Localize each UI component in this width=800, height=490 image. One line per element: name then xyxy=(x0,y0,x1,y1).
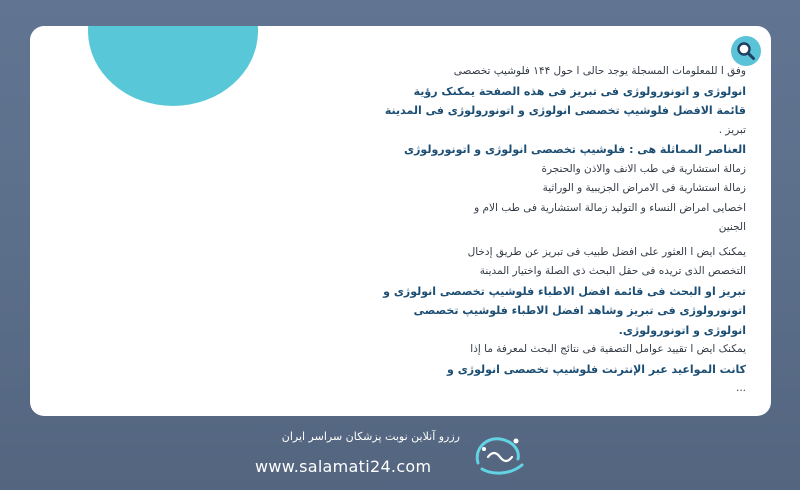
search-button[interactable] xyxy=(731,36,761,66)
text-line: اتونورولوژی فی تبریز وشاهد افضل الاطباء فلوشیپ تخصصی xyxy=(413,304,746,317)
tag-badge[interactable] xyxy=(88,26,258,106)
text-line: وفق ا للمعلومات المسجلة يوجد حالی ا حول ۱۴۴ فلوشیپ تخصصی xyxy=(453,65,746,77)
text-line: تبریز او البحث فی قائمة افضل الاطباء فلوشیپ تخصصی انولوژی و xyxy=(383,284,746,298)
text-line: قائمة الافضل فلوشیپ تخصصی انولوژی و اتونورولوژی فی المدینة xyxy=(384,104,746,117)
footer-url-link[interactable]: www.salamati24.com xyxy=(255,457,432,476)
result-card xyxy=(30,26,771,416)
result-content xyxy=(300,62,746,399)
ellipsis: ... xyxy=(735,382,746,394)
similar-items-heading: العناصر المماثلة هی : فلوشیپ تخصصی انولوژی و اتونورولوژی xyxy=(404,143,746,156)
search-icon xyxy=(736,41,756,61)
list-item[interactable]: زمالة استشاریة فی طب الانف والاذن والحنجرة xyxy=(541,162,746,175)
list-item[interactable]: اخصایی امراض النساء و التولید زمالة استشاریة فی طب الام و xyxy=(474,201,746,214)
footer-tagline: رزرو آنلاین نوبت پزشکان سراسر ایران xyxy=(281,430,460,443)
text-line: یمکنک ایض ا العثور علی افضل طبیب فی تبریز عن طریق إدخال xyxy=(467,245,746,258)
text-line: کانت المواعید عبر الإنترنت فلوشیپ تخصصی انولوژی و xyxy=(447,362,746,376)
text-line: انولوژی و اتونورولوژی فی تبریز فی هذه الصفحة یمکنک رؤیة xyxy=(413,84,746,98)
salamati-logo xyxy=(470,427,530,479)
list-item[interactable]: زمالة استشاریة فی الامراض الجزیبیة و الوراثیة xyxy=(542,182,746,194)
text-line: انولوژی و اتونورولوژی. xyxy=(618,323,746,337)
text-line: تبریز . xyxy=(718,123,746,136)
text-line: یمکنک ایض ا تقیید عوامل التصفیة فی نتائج البحث لمعرفة ما إذا xyxy=(470,343,746,355)
text-line: التخصص الذی تریده فی حقل البحث ذی الصلة واختیار المدینة xyxy=(479,265,746,277)
list-item[interactable]: الجنین xyxy=(718,221,746,233)
